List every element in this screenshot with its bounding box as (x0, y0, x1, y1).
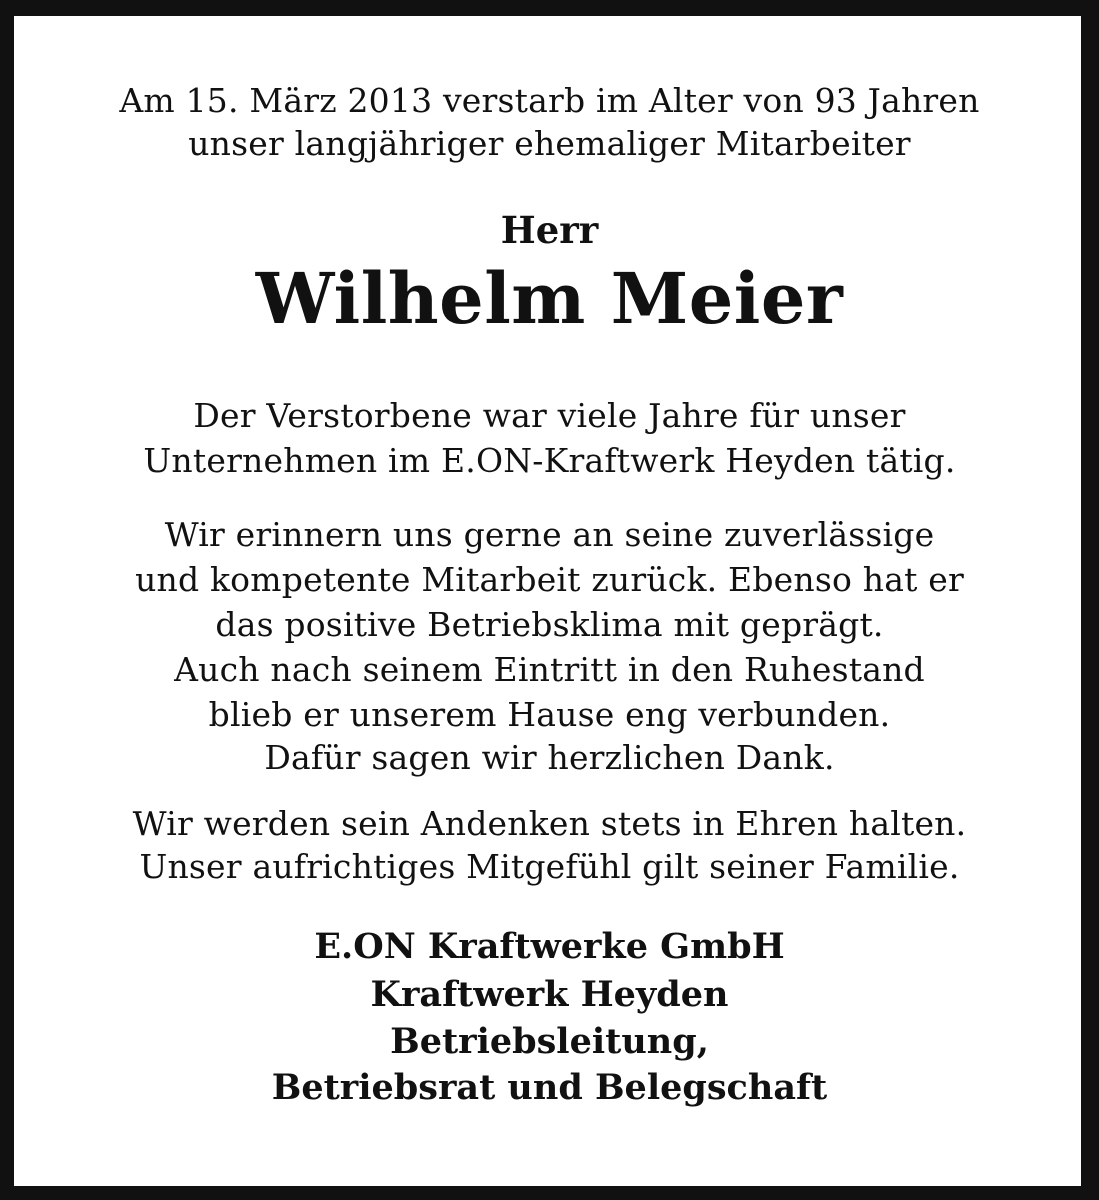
paragraph2-line-6: Dafür sagen wir herzlichen Dank. (264, 738, 835, 777)
deceased-name: Wilhelm Meier (255, 257, 844, 340)
paragraph1-line-2: Unternehmen im E.ON-Kraftwerk Heyden tätig. (143, 441, 956, 480)
paragraph3-line-2: Unser aufrichtiges Mitgefühl gilt seiner Familie. (139, 847, 960, 886)
salutation: Herr (500, 208, 599, 252)
paragraph2-line-2: und kompetente Mitarbeit zurück. Ebenso hat er (135, 560, 964, 599)
paragraph1-line-1: Der Verstorbene war viele Jahre für unser (193, 396, 906, 435)
paragraph3-line-1: Wir werden sein Andenken stets in Ehren halten. (132, 804, 967, 843)
paragraph2-line-1: Wir erinnern uns gerne an seine zuverlässige (164, 515, 935, 554)
paragraph2-line-3: das positive Betriebsklima mit geprägt. (215, 605, 884, 644)
signature-company: E.ON Kraftwerke GmbH (314, 926, 785, 967)
paragraph2-line-4: Auch nach seinem Eintritt in den Ruhestand (174, 650, 925, 689)
signature-site: Kraftwerk Heyden (370, 974, 729, 1015)
signature-management: Betriebsleitung, (390, 1021, 709, 1062)
intro-line-2: unser langjähriger ehemaliger Mitarbeiter (188, 124, 911, 163)
signature-staff: Betriebsrat und Belegschaft (271, 1067, 828, 1108)
intro-line-1: Am 15. März 2013 verstarb im Alter von 93 Jahren (119, 81, 980, 120)
paragraph2-line-5: blieb er unserem Hause eng verbunden. (208, 695, 891, 734)
